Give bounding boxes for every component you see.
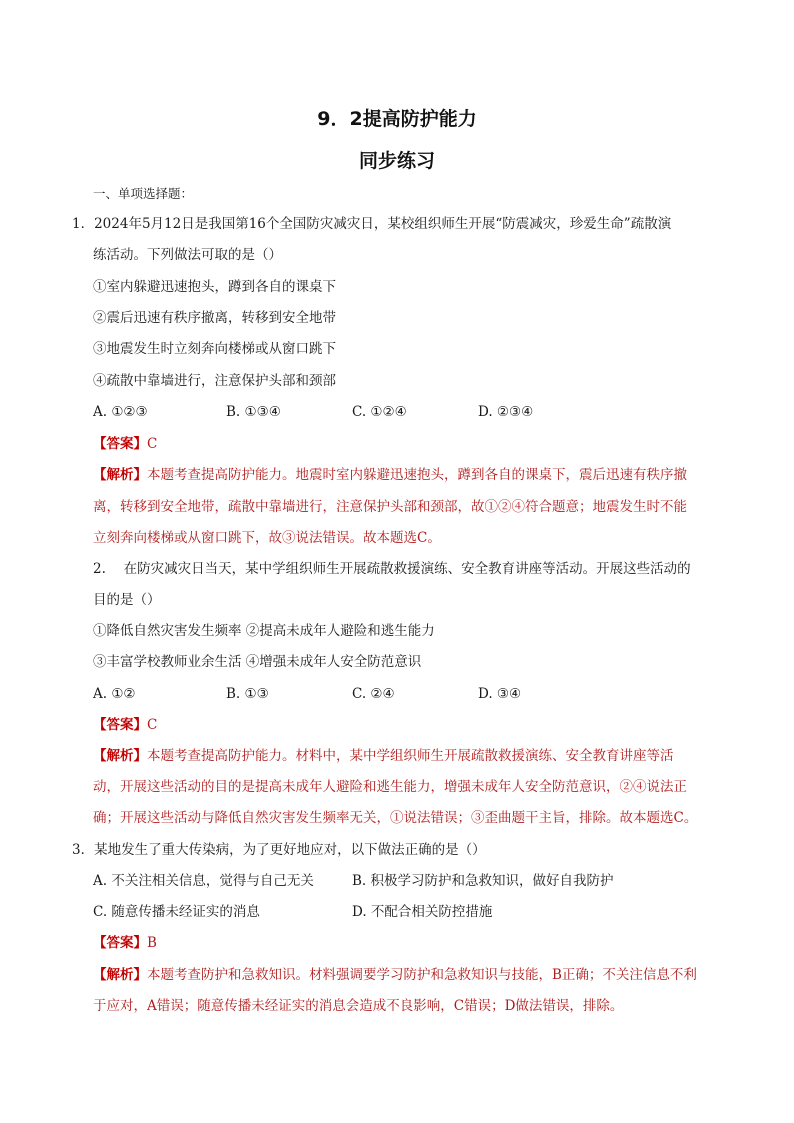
analysis-label: 【解析】 [93, 967, 147, 983]
answer-label: 【答案】 [93, 436, 147, 452]
q3-stem: 3．某地发生了重大传染病，为了更好地应对，以下做法正确的是（） [72, 842, 486, 858]
q1-answer [93, 434, 157, 454]
q1-item-2: ②震后迅速有秩序撤离，转移到安全地带 [93, 310, 336, 326]
q2-analysis-line-2: 动，开展这些活动的目的是提高未成年人避险和逃生能力，增强未成年人安全防范意识，②④说法正 [93, 779, 687, 795]
q1-option-a: A. ①②③ [93, 404, 148, 420]
q3-analysis-line-1 [93, 965, 697, 985]
q3-option-a: A. 不关注相关信息，觉得与自己无关 [93, 873, 314, 889]
q2-item-1: ①降低自然灾害发生频率 ②提高未成年人避险和逃生能力 [93, 623, 435, 639]
q3-option-d: D. 不配合相关防控措施 [352, 904, 493, 920]
q1-option-c: C. ①②④ [352, 404, 407, 420]
analysis-text: 本题考查提高防护能力。地震时室内躲避迅速抱头，蹲到各自的课桌下，震后迅速有秩序撤 [147, 467, 687, 483]
q1-stem-line-2: 练活动。下列做法可取的是（） [93, 247, 282, 263]
answer-label: 【答案】 [93, 717, 147, 733]
q3-answer [93, 933, 157, 953]
q2-option-b: B. ①③ [226, 686, 269, 702]
q2-stem-line-2: 目的是（） [93, 592, 161, 608]
q2-analysis-line-1 [93, 746, 674, 766]
q1-option-d: D. ②③④ [478, 404, 534, 420]
q1-item-1: ①室内躲避迅速抱头，蹲到各自的课桌下 [93, 279, 336, 295]
q3-analysis-line-2: 于应对，A错误；随意传播未经证实的消息会造成不良影响，C错误；D做法错误，排除。 [93, 998, 624, 1014]
q1-analysis-line-3: 立刻奔向楼梯或从窗口跳下，故③说法错误。故本题选C。 [93, 530, 441, 546]
answer-label: 【答案】 [93, 935, 147, 951]
q1-stem-line-1: 1．2024年5月12日是我国第16个全国防灾减灾日，某校组织师生开展“防震减灾，珍爱生命”疏散演 [72, 216, 672, 232]
q1-item-3: ③地震发生时立刻奔向楼梯或从窗口跳下 [93, 341, 336, 357]
page-title: 9．2提高防护能力 [317, 108, 477, 130]
q2-option-c: C. ②④ [352, 686, 395, 702]
page-subtitle: 同步练习 [358, 150, 435, 172]
q1-analysis-line-1 [93, 465, 687, 485]
q2-answer [93, 715, 157, 735]
analysis-label: 【解析】 [93, 748, 147, 764]
answer-value: C [147, 717, 158, 733]
section-heading: 一、单项选择题： [93, 186, 194, 201]
q1-analysis-line-2: 离，转移到安全地带，疏散中靠墙进行，注意保护头部和颈部，故①②④符合题意；地震发生时不能 [93, 499, 687, 515]
q2-option-a: A. ①② [93, 686, 136, 702]
q2-stem-line-1: 2. 在防灾减灾日当天，某中学组织师生开展疏散救援演练、安全教育讲座等活动。开展这些活动的 [93, 561, 691, 577]
analysis-text: 本题考查防护和急救知识。材料强调要学习防护和急救知识与技能，B正确；不关注信息不利 [147, 967, 697, 983]
analysis-text: 本题考查提高防护能力。材料中，某中学组织师生开展疏散救援演练、安全教育讲座等活 [147, 748, 674, 764]
q1-option-b: B. ①③④ [226, 404, 281, 420]
q3-option-c: C. 随意传播未经证实的消息 [93, 904, 260, 920]
answer-value: C [147, 436, 158, 452]
answer-value: B [147, 935, 157, 951]
q2-option-d: D. ③④ [478, 686, 522, 702]
q1-item-4: ④疏散中靠墙进行，注意保护头部和颈部 [93, 373, 336, 389]
q2-analysis-line-3: 确；开展这些活动与降低自然灾害发生频率无关，①说法错误；③歪曲题干主旨，排除。故本题选C。 [93, 810, 698, 826]
analysis-label: 【解析】 [93, 467, 147, 483]
q2-item-2: ③丰富学校教师业余生活 ④增强未成年人安全防范意识 [93, 654, 422, 670]
q3-option-b: B. 积极学习防护和急救知识，做好自我防护 [352, 873, 614, 889]
